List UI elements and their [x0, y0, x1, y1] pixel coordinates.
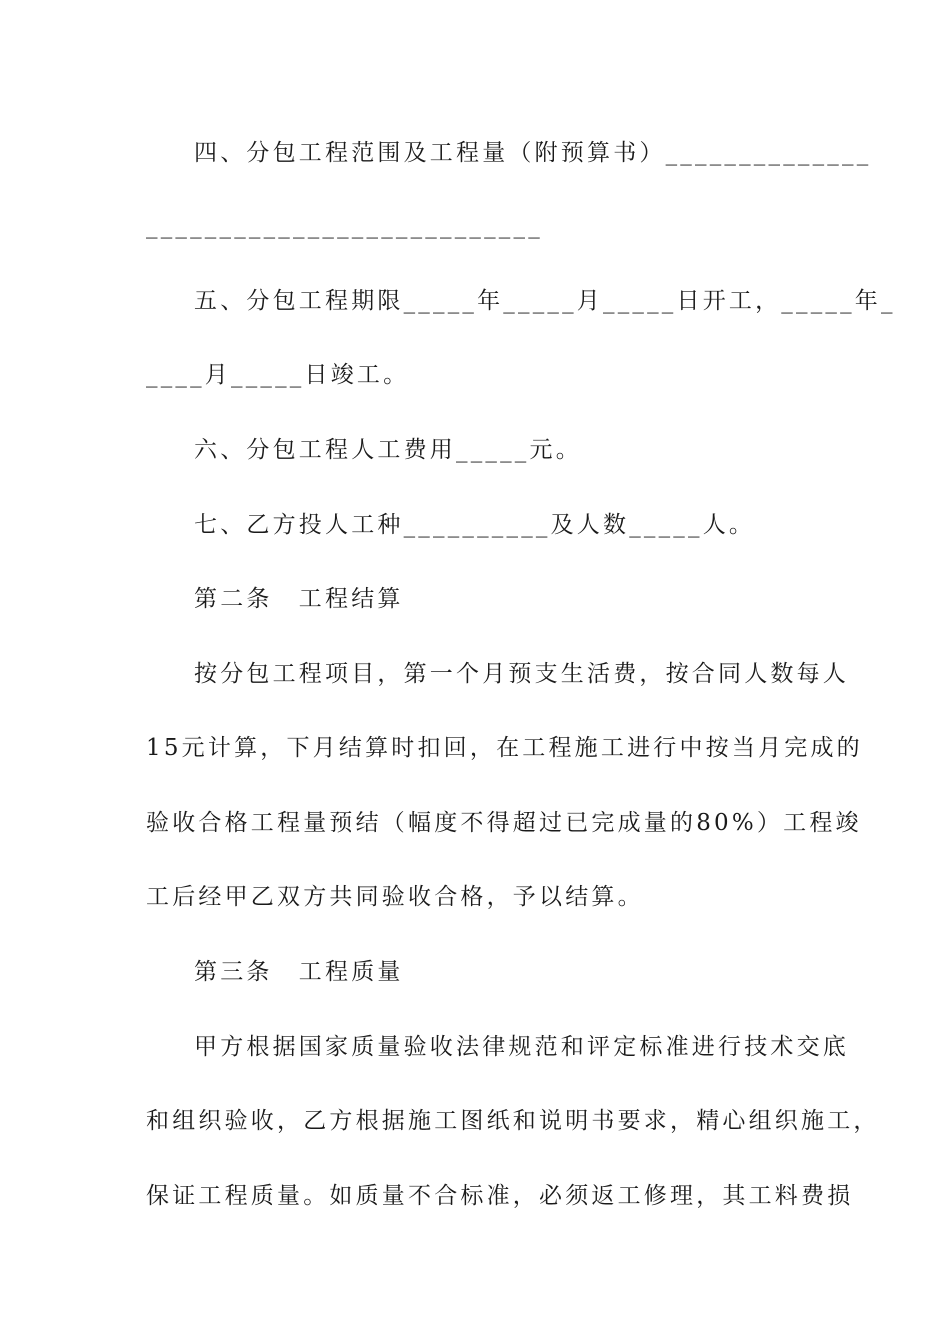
article-2-para-line-3: 验收合格工程量预结（幅度不得超过已完成量的80%）工程竣	[146, 810, 862, 836]
article-3-para-line-2: 和组织验收，乙方根据施工图纸和说明书要求，精心组织施工，	[146, 1108, 880, 1134]
article-2-heading: 第二条 工程结算	[194, 586, 404, 612]
clause-4-scope: 四、分包工程范围及工程量（附预算书）______________	[194, 140, 872, 166]
article-2-para-line-1: 按分包工程项目，第一个月预支生活费，按合同人数每人	[194, 661, 849, 687]
article-2-para-line-2: 15元计算，下月结算时扣回，在工程施工进行中按当月完成的	[146, 735, 863, 761]
article-3-para-line-3: 保证工程质量。如质量不合标准，必须返工修理，其工料费损	[146, 1183, 854, 1209]
article-2-para-line-4: 工后经甲乙双方共同验收合格，予以结算。	[146, 884, 644, 910]
clause-6-labor-cost: 六、分包工程人工费用_____元。	[194, 437, 582, 463]
article-3-para-line-1: 甲方根据国家质量验收法律规范和评定标准进行技术交底	[194, 1034, 849, 1060]
clause-4-blank-line: ___________________________	[146, 213, 543, 239]
article-3-heading: 第三条 工程质量	[194, 959, 404, 985]
clause-5-period: 五、分包工程期限_____年_____月_____日开工，_____年_	[194, 288, 896, 314]
clause-5-period-cont: ____月_____日竣工。	[146, 362, 410, 388]
clause-7-workers: 七、乙方投人工种__________及人数_____人。	[194, 512, 756, 538]
